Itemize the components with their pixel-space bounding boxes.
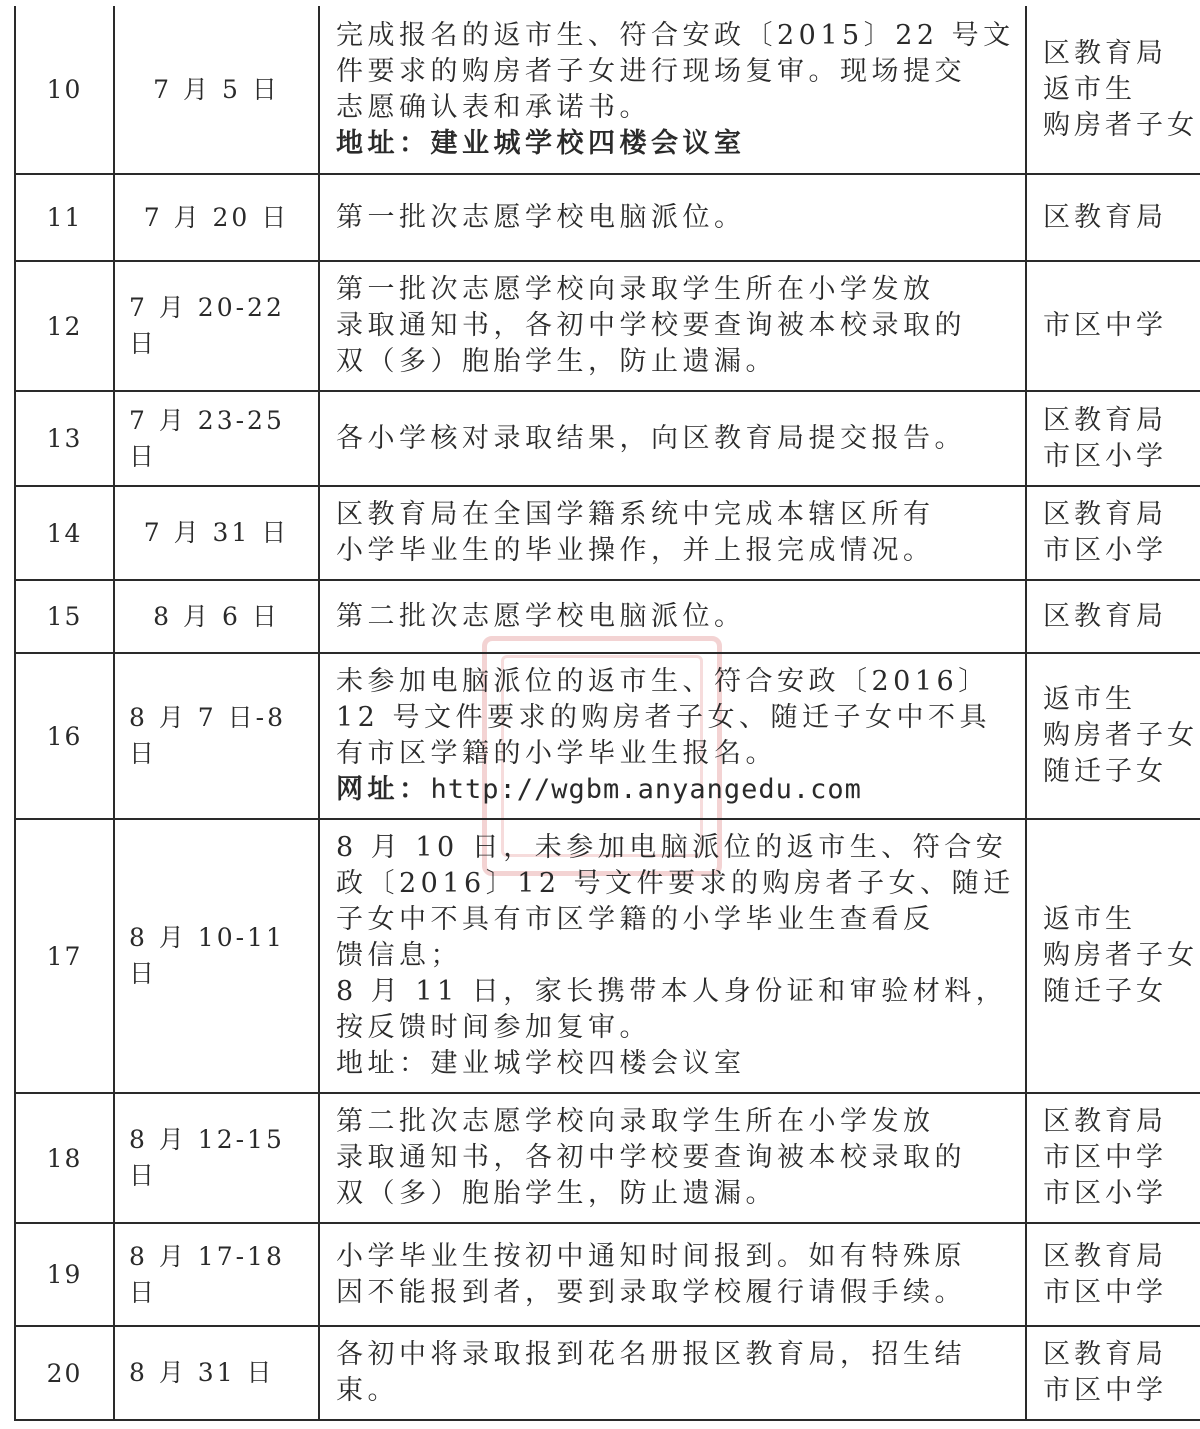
description-line: 政〔2016〕12 号文件要求的购房者子女、随迁 — [336, 868, 1015, 899]
description-line: 地址：建业城学校四楼会议室 — [336, 1048, 746, 1079]
description-line: 子女中不具有市区学籍的小学毕业生查看反 — [336, 904, 935, 935]
responsible-party: 购房者子女 — [1043, 940, 1198, 971]
row-responsible — [1026, 261, 1200, 391]
table-row — [15, 1093, 1200, 1223]
row-number: 10 — [15, 6, 114, 174]
row-date: 7 月 5 日 — [114, 6, 319, 174]
table-row — [15, 653, 1200, 819]
table-row — [15, 486, 1200, 580]
description-line: 第一批次志愿学校向录取学生所在小学发放 — [336, 274, 935, 305]
row-number: 13 — [15, 391, 114, 486]
row-date: 7 月 23-25 日 — [114, 391, 319, 486]
row-number: 12 — [15, 261, 114, 391]
table-row — [15, 174, 1200, 261]
row-description — [319, 6, 1026, 174]
row-description — [319, 1326, 1026, 1420]
responsible-party: 市区中学 — [1043, 310, 1167, 341]
description-line: 第二批次志愿学校电脑派位。 — [336, 600, 746, 632]
row-description — [319, 391, 1026, 486]
responsible-party: 区教育局 — [1043, 499, 1167, 530]
row-date: 8 月 31 日 — [114, 1326, 319, 1420]
row-date: 8 月 10-11 日 — [114, 819, 319, 1093]
row-date: 7 月 20-22 日 — [114, 261, 319, 391]
responsible-party: 区教育局 — [1043, 1240, 1167, 1272]
responsible-party: 区教育局 — [1043, 404, 1167, 436]
row-description — [319, 653, 1026, 819]
table-row — [15, 391, 1200, 486]
website-label: 网址： — [336, 774, 431, 805]
responsible-party: 市区小学 — [1043, 1178, 1167, 1209]
row-responsible — [1026, 1223, 1200, 1326]
description-line: 完成报名的返市生、符合安政〔2015〕22 号文 — [336, 19, 1015, 51]
table-row — [15, 1326, 1200, 1420]
responsible-party: 区教育局 — [1043, 37, 1167, 69]
responsible-party: 市区小学 — [1043, 535, 1167, 566]
description-line: 因不能报到者，要到录取学校履行请假手续。 — [336, 1276, 966, 1308]
row-number: 17 — [15, 819, 114, 1093]
description-line: 8 月 11 日，家长携带本人身份证和审验材料， — [336, 976, 1008, 1007]
description-line: 12 号文件要求的购房者子女、随迁子女中不具 — [336, 702, 991, 733]
address-value: 建业城学校四楼会议室 — [430, 127, 746, 159]
responsible-party: 返市生 — [1043, 904, 1136, 935]
responsible-party: 购房者子女 — [1043, 109, 1198, 141]
table-row — [15, 580, 1200, 653]
responsible-party: 区教育局 — [1043, 1106, 1167, 1137]
responsible-party: 市区中学 — [1043, 1375, 1167, 1406]
responsible-party: 市区小学 — [1043, 440, 1167, 472]
row-date: 8 月 6 日 — [114, 580, 319, 653]
row-description — [319, 1093, 1026, 1223]
row-description — [319, 580, 1026, 653]
description-line: 各初中将录取报到花名册报区教育局，招生结 — [336, 1339, 966, 1370]
responsible-party: 返市生 — [1043, 73, 1136, 105]
row-date: 8 月 17-18 日 — [114, 1223, 319, 1326]
table-row — [15, 6, 1200, 174]
address-line — [336, 126, 1011, 162]
description-line: 小学毕业生按初中通知时间报到。如有特殊原 — [336, 1240, 966, 1272]
responsible-party: 市区中学 — [1043, 1142, 1167, 1173]
row-description — [319, 1223, 1026, 1326]
row-responsible — [1026, 1093, 1200, 1223]
description-line: 第一批次志愿学校电脑派位。 — [336, 201, 746, 233]
responsible-party: 区教育局 — [1043, 1339, 1167, 1370]
row-description — [319, 261, 1026, 391]
description-line: 区教育局在全国学籍系统中完成本辖区所有 — [336, 499, 935, 530]
responsible-party: 随迁子女 — [1043, 756, 1167, 787]
row-date: 7 月 31 日 — [114, 486, 319, 580]
row-number: 18 — [15, 1093, 114, 1223]
row-responsible — [1026, 1326, 1200, 1420]
description-line: 录取通知书，各初中学校要查询被本校录取的 — [336, 1142, 966, 1173]
website-link[interactable]: http://wgbm.anyangedu.com — [430, 774, 862, 805]
address-label: 地址： — [336, 127, 431, 159]
date-line: 8 月 7 日-8 — [129, 703, 287, 732]
table-row — [15, 1223, 1200, 1326]
description-line: 有市区学籍的小学毕业生报名。 — [336, 738, 777, 769]
row-number: 15 — [15, 580, 114, 653]
row-number: 14 — [15, 486, 114, 580]
description-line: 第二批次志愿学校向录取学生所在小学发放 — [336, 1106, 935, 1137]
responsible-party: 市区中学 — [1043, 1276, 1167, 1308]
table-row — [15, 819, 1200, 1093]
description-line: 8 月 10 日，未参加电脑派位的返市生、符合安 — [336, 832, 1008, 863]
description-line: 未参加电脑派位的返市生、符合安政〔2016〕 — [336, 666, 990, 697]
row-date: 7 月 20 日 — [114, 174, 319, 261]
description-line: 双（多）胞胎学生，防止遗漏。 — [336, 346, 777, 377]
description-line: 志愿确认表和承诺书。 — [336, 91, 651, 123]
description-line: 小学毕业生的毕业操作，并上报完成情况。 — [336, 535, 935, 566]
row-responsible — [1026, 580, 1200, 653]
description-line: 束。 — [336, 1375, 399, 1406]
description-line: 双（多）胞胎学生，防止遗漏。 — [336, 1178, 777, 1209]
row-date: 8 月 12-15 日 — [114, 1093, 319, 1223]
enrollment-schedule-table — [14, 6, 1200, 1421]
row-description — [319, 174, 1026, 261]
row-responsible — [1026, 6, 1200, 174]
website-line — [336, 772, 1011, 808]
description-line: 各小学核对录取结果，向区教育局提交报告。 — [336, 422, 966, 454]
row-description — [319, 486, 1026, 580]
responsible-party: 购房者子女 — [1043, 720, 1198, 751]
row-description — [319, 819, 1026, 1093]
row-number: 19 — [15, 1223, 114, 1326]
description-line: 录取通知书，各初中学校要查询被本校录取的 — [336, 310, 966, 341]
row-number: 11 — [15, 174, 114, 261]
row-responsible — [1026, 653, 1200, 819]
row-number: 16 — [15, 653, 114, 819]
description-line: 馈信息； — [336, 940, 462, 971]
date-line: 日 — [129, 739, 158, 768]
row-responsible — [1026, 819, 1200, 1093]
responsible-party: 区教育局 — [1043, 600, 1167, 632]
table-row — [15, 261, 1200, 391]
responsible-party: 区教育局 — [1043, 201, 1167, 233]
description-line: 件要求的购房者子女进行现场复审。现场提交 — [336, 55, 966, 87]
row-date — [114, 653, 319, 819]
row-responsible — [1026, 174, 1200, 261]
responsible-party: 返市生 — [1043, 684, 1136, 715]
responsible-party: 随迁子女 — [1043, 976, 1167, 1007]
row-responsible — [1026, 391, 1200, 486]
description-line: 按反馈时间参加复审。 — [336, 1012, 651, 1043]
row-number: 20 — [15, 1326, 114, 1420]
row-responsible — [1026, 486, 1200, 580]
